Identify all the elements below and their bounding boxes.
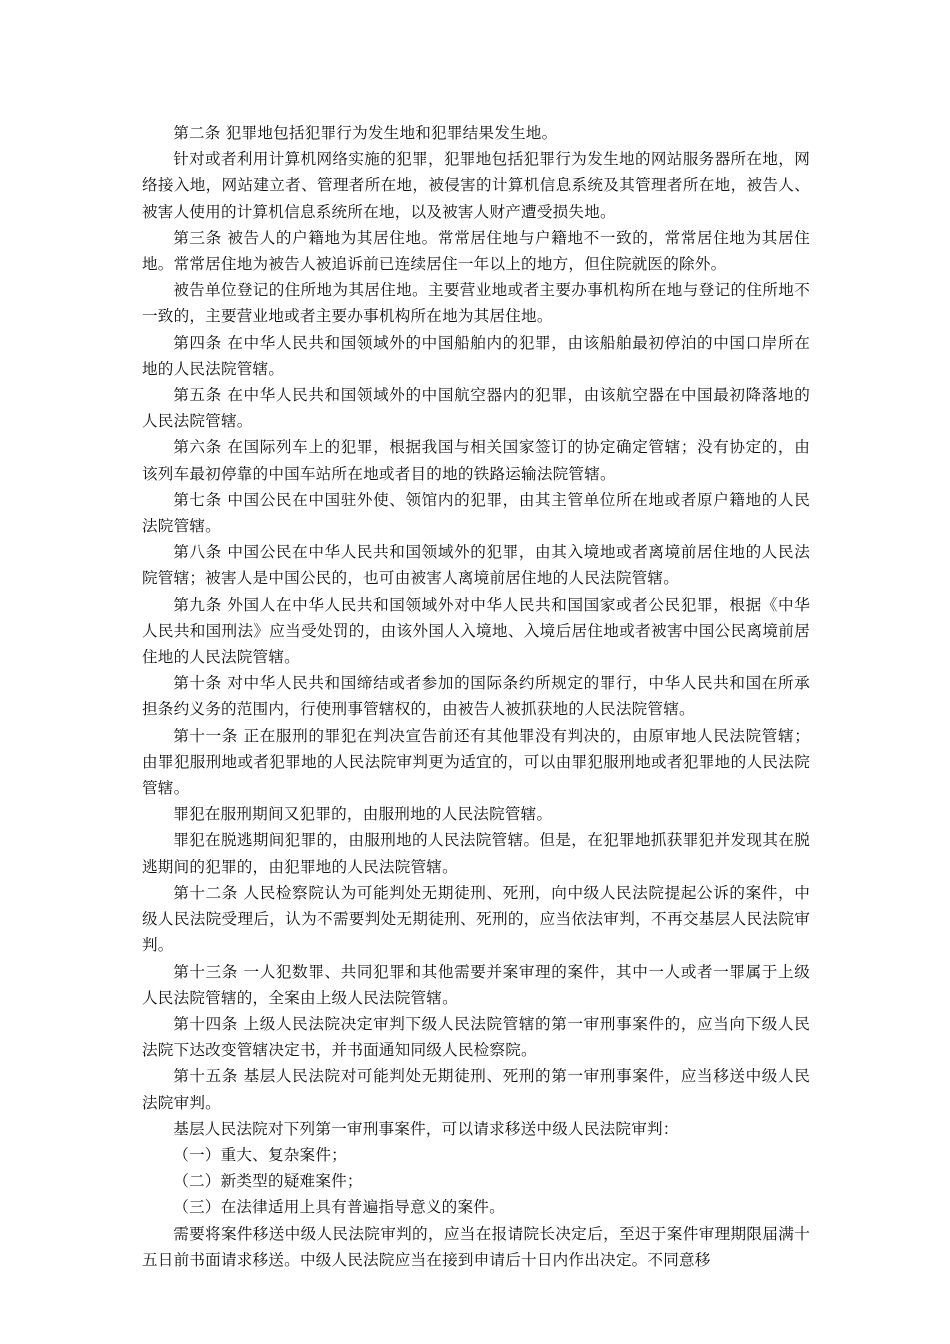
article-4-paragraph: 第四条 在中华人民共和国领域外的中国船舶内的犯罪，由该船舶最初停泊的中国口岸所在地的人民法院管辖。 — [142, 333, 810, 378]
article-11-paragraph: 第十一条 正在服刑的罪犯在判决宣告前还有其他罪没有判决的，由原审地人民法院管辖；由罪犯服刑地或者犯罪地的人民法院审判更为适宜的，可以由罪犯服刑地或者犯罪地的人民法院管辖。 — [142, 726, 810, 798]
list-item-3: （三）在法律适用上具有普遍指导意义的案件。 — [173, 1198, 505, 1217]
article-15-paragraph: 第十五条 基层人民法院对可能判处无期徒刑、死刑的第一审刑事案件，应当移送中级人民法院审判。 — [142, 1067, 810, 1112]
article-8-paragraph: 第八条 中国公民在中华人民共和国领域外的犯罪，由其入境地或者离境前居住地的人民法院管辖；被害人是中国公民的，也可由被害人离境前居住地的人民法院管辖。 — [142, 543, 810, 588]
article-10-paragraph: 第十条 对中华人民共和国缔结或者参加的国际条约所规定的罪行，中华人民共和国在所承担条约义务的范围内，行使刑事管辖权的，由被告人被抓获地的人民法院管辖。 — [142, 674, 810, 719]
article-2-paragraph: 第二条 犯罪地包括犯罪行为发生地和犯罪结果发生地。 — [173, 124, 558, 142]
article-3-paragraph: 第三条 被告人的户籍地为其居住地。常常居住地与户籍地不一致的，常常居住地为其居住地。常常居住地为被告人被追诉前已连续居住一年以上的地方，但住院就医的除外。 — [142, 228, 810, 274]
article-14-paragraph: 第十四条 上级人民法院决定审判下级人民法院管辖的第一审刑事案件的，应当向下级人民法院下达改变管辖决定书，并书面通知同级人民检察院。 — [142, 1014, 810, 1060]
list-item-1: （一）重大、复杂案件； — [173, 1145, 347, 1164]
article-6-paragraph: 第六条 在国际列车上的犯罪，根据我国与相关国家签订的协定确定管辖；没有协定的，由该列车最初停靠的中国车站所在地或者目的地的铁路运输法院管辖。 — [142, 438, 810, 483]
article-9-paragraph: 第九条 外国人在中华人民共和国领域外对中华人民共和国国家或者公民犯罪，根据《中华人民共和国刑法》应当受处罚的，由该外国人入境地、入境后居住地或者被害中国公民离境前居住地的人民法院管辖。 — [142, 595, 810, 667]
article-3-unit-residence-paragraph: 被告单位登记的住所地为其居住地。主要营业地或者主要办事机构所在地与登记的住所地不一致的，主要营业地或者主要办事机构所在地为其居住地。 — [142, 281, 810, 326]
list-item-2: （二）新类型的疑难案件； — [173, 1172, 363, 1191]
document-page — [142, 120, 810, 1273]
article-12-paragraph: 第十二条 人民检察院认为可能判处无期徒刑、死刑，向中级人民法院提起公诉的案件，中级人民法院受理后，认为不需要判处无期徒刑、死刑的，应当依法审判，不再交基层人民法院审判。 — [142, 883, 810, 955]
article-11-escape-paragraph: 罪犯在脱逃期间犯罪的，由服刑地的人民法院管辖。但是，在犯罪地抓获罪犯并发现其在脱逃期间的犯罪的，由犯罪地的人民法院管辖。 — [142, 831, 810, 876]
article-11-serving-sentence-paragraph: 罪犯在服刑期间又犯罪的，由服刑地的人民法院管辖。 — [173, 805, 553, 824]
article-5-paragraph: 第五条 在中华人民共和国领域外的中国航空器内的犯罪，由该航空器在中国最初降落地的人民法院管辖。 — [142, 386, 810, 431]
article-2-network-crime-paragraph: 针对或者利用计算机网络实施的犯罪，犯罪地包括犯罪行为发生地的网站服务器所在地，网络接入地，网站建立者、管理者所在地，被侵害的计算机信息系统及其管理者所在地，被告人、被害人使用的计算机信息系统所在地，以及被害人财产遭受损失地。 — [142, 150, 810, 221]
article-15-transfer-request-paragraph: 基层人民法院对下列第一审刑事案件，可以请求移送中级人民法院审判： — [173, 1119, 679, 1138]
transfer-deadline-paragraph: 需要将案件移送中级人民法院审判的，应当在报请院长决定后，至迟于案件审理期限届满十五日前书面请求移送。中级人民法院应当在接到申请后十日内作出决定。不同意移 — [142, 1224, 810, 1269]
article-7-paragraph: 第七条 中国公民在中国驻外使、领馆内的犯罪，由其主管单位所在地或者原户籍地的人民法院管辖。 — [142, 490, 810, 536]
article-13-paragraph: 第十三条 一人犯数罪、共同犯罪和其他需要并案审理的案件，其中一人或者一罪属于上级人民法院管辖的，全案由上级人民法院管辖。 — [142, 962, 810, 1007]
